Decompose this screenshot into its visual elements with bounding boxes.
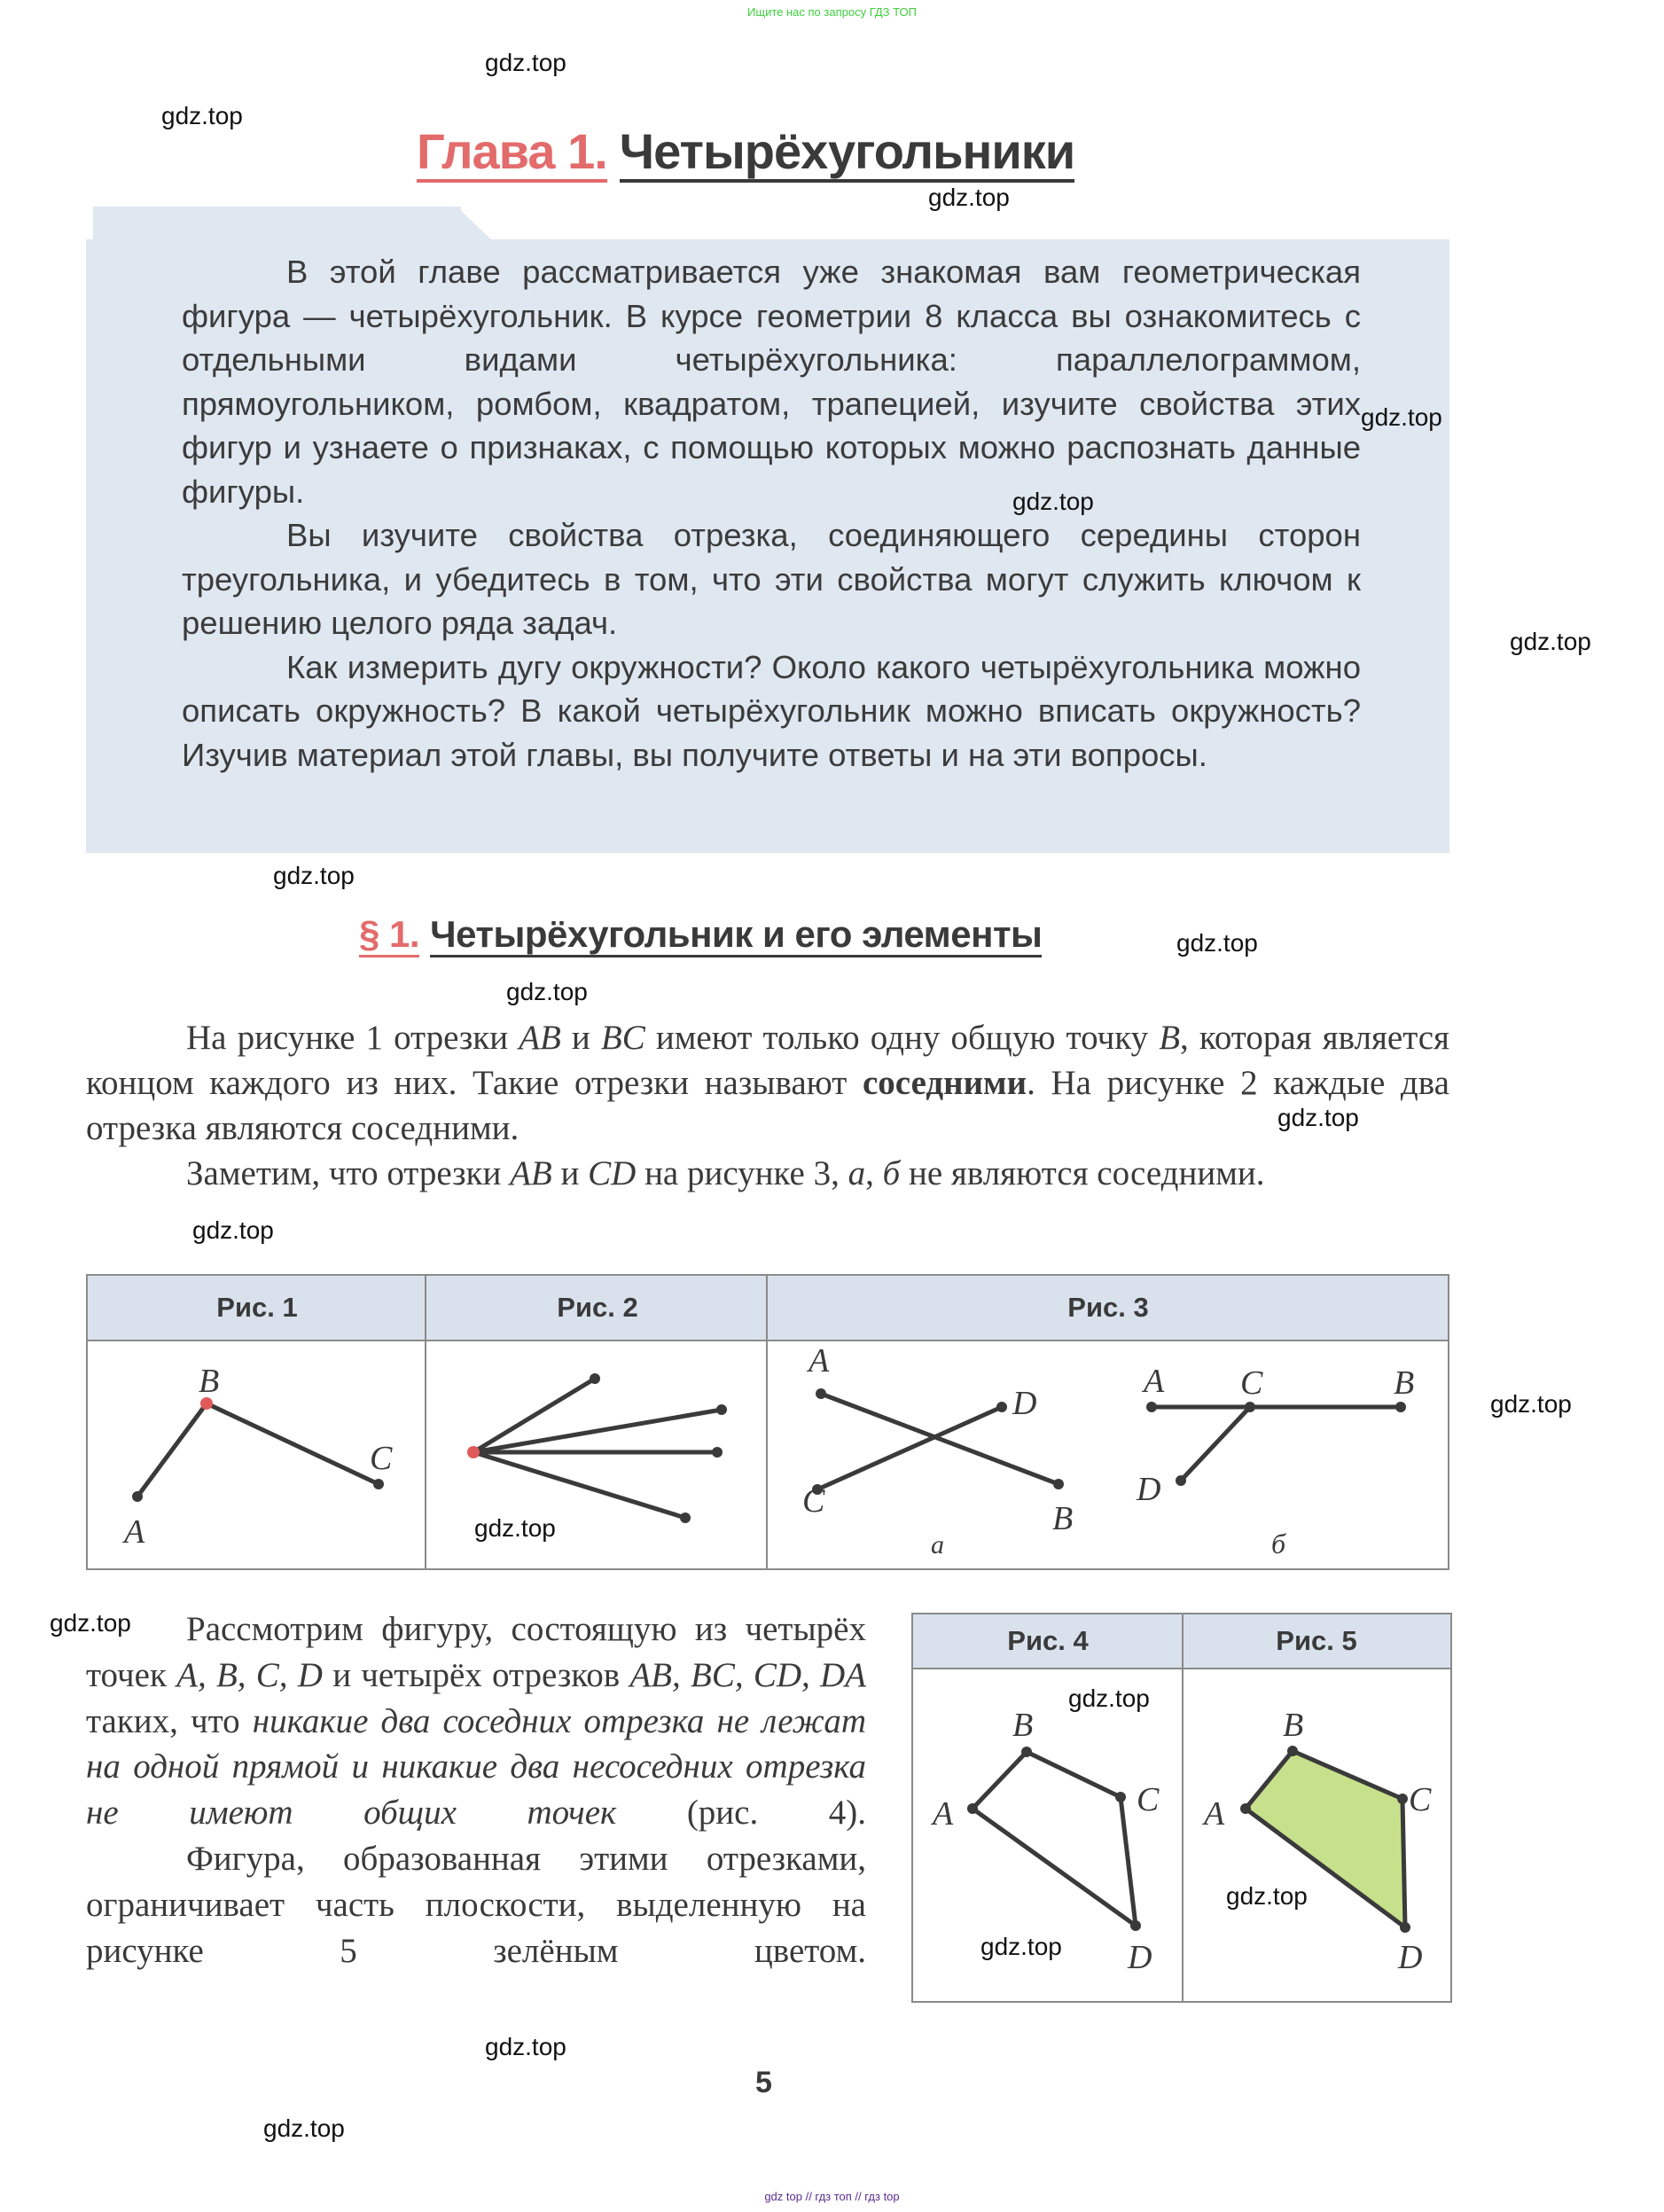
figures-1-3-drawing bbox=[88, 1276, 1448, 1568]
intro-text bbox=[182, 250, 1361, 777]
intro-box-tab-slope bbox=[457, 207, 492, 240]
lower-text bbox=[86, 1606, 866, 1974]
watermark: gdz.top bbox=[1361, 403, 1442, 431]
chapter-name: Четырёхугольники bbox=[620, 123, 1074, 183]
watermark: gdz.top bbox=[928, 184, 1010, 211]
fig3-header: Рис. 3 bbox=[769, 1276, 1448, 1341]
section-number: § 1. bbox=[359, 913, 419, 957]
fig1-label-b: B bbox=[199, 1363, 220, 1400]
body-paragraph-1: На рисунке 1 отрезки AB и BC имеют только одну общую точку B, которая является концом каждого из них. Такие отрезки называют соседними. На рисунке 2 каждые два отрезка являются соседними. bbox=[86, 1019, 1449, 1147]
fig4-label-d: D bbox=[1128, 1939, 1152, 1976]
term-adjacent: соседними bbox=[863, 1064, 1027, 1102]
watermark: gdz.top bbox=[1068, 1684, 1150, 1712]
section-name: Четырёхугольник и его элементы bbox=[430, 913, 1042, 957]
fig4-header: Рис. 4 bbox=[913, 1614, 1183, 1669]
body-paragraph-2: Заметим, что отрезки AB и CD на рисунке 3, а, б не являются соседними. bbox=[186, 1154, 1265, 1192]
fig3a-label-a: A bbox=[809, 1342, 830, 1380]
fig3b-label-a: A bbox=[1144, 1363, 1165, 1400]
watermark: gdz.top bbox=[161, 102, 243, 129]
intro-paragraph: Вы изучите свойства отрезка, соединяющего середины сторон треугольника, и убедитесь в том, что эти свойства могут служить ключом к решению целого ряда задач. bbox=[182, 517, 1361, 641]
fig3a-label-d: D bbox=[1012, 1385, 1037, 1422]
fig5-label-c: C bbox=[1409, 1781, 1432, 1818]
watermark: gdz.top bbox=[273, 862, 355, 889]
fig3a-label-c: C bbox=[802, 1482, 825, 1520]
fig5-header: Рис. 5 bbox=[1183, 1614, 1450, 1669]
fig3b-label-c: C bbox=[1240, 1364, 1263, 1402]
watermark: gdz.top bbox=[1176, 929, 1258, 957]
watermark: gdz.top bbox=[485, 49, 566, 76]
watermark: gdz.top bbox=[50, 1609, 131, 1637]
fig3b-label-b: B bbox=[1394, 1364, 1415, 1402]
fig3b-caption: б bbox=[1271, 1528, 1286, 1559]
fig4-label-b: B bbox=[1012, 1707, 1034, 1744]
watermark: gdz.top bbox=[474, 1514, 556, 1542]
watermark: gdz.top bbox=[1226, 1882, 1308, 1910]
intro-paragraph: Как измерить дугу окружности? Около какого четырёхугольника можно описать окружность? В какой четырёхугольник можно вписать окружность? Изучив материал этой главы, вы получите ответы и на эти вопросы. bbox=[182, 648, 1361, 773]
fig5-label-d: D bbox=[1398, 1939, 1423, 1976]
fig3a-label-b: B bbox=[1052, 1500, 1074, 1537]
watermark: gdz.top bbox=[1490, 1390, 1572, 1418]
fig1-header: Рис. 1 bbox=[88, 1276, 426, 1341]
watermark: gdz.top bbox=[263, 2114, 345, 2142]
watermark: gdz.top bbox=[1012, 488, 1094, 515]
body-text bbox=[86, 1015, 1449, 1196]
lower-paragraph-2: Фигура, образованная этими отрезками, ограничивает часть плоскости, выделенную на рисунке 5 зелёным цветом. bbox=[86, 1839, 866, 1970]
fig4-label-c: C bbox=[1137, 1781, 1160, 1818]
page-number: 5 bbox=[755, 2066, 772, 2099]
watermark: gdz.top bbox=[506, 978, 588, 1005]
intro-box-tab bbox=[93, 207, 461, 242]
fig4-label-a: A bbox=[933, 1795, 954, 1833]
fig3b-label-d: D bbox=[1137, 1471, 1161, 1508]
watermark: gdz.top bbox=[980, 1933, 1062, 1960]
fig3a-caption: а bbox=[931, 1530, 944, 1559]
chapter-title bbox=[417, 122, 1074, 180]
top-banner: Ищите нас по запросу ГДЗ ТОП bbox=[747, 5, 917, 19]
watermark: gdz.top bbox=[1277, 1104, 1359, 1131]
lower-paragraph-1: Рассмотрим фигуру, состоящую из четырёх точек A, B, C, D и четырёх отрезков AB, BC, CD, DA таких, что никакие два соседних отрезка не лежат на одной прямой и никакие два несоседних отрезка не имеют общих точек (рис. 4). bbox=[86, 1610, 866, 1833]
intro-paragraph: В этой главе рассматривается уже знакомая вам геометрическая фигура — четырёхугольник. В курсе геометрии 8 класса вы ознакомитесь с отдельными видами четырёхугольника: параллелограммом, прямоугольником, ромбом, квадратом, трапецией, изучите свойства этих фигур и узнаете о признаках, с помощью которых можно распознать данные фигуры. bbox=[182, 254, 1361, 510]
watermark: gdz.top bbox=[192, 1216, 274, 1244]
watermark: gdz.top bbox=[1510, 628, 1591, 655]
definition-italic: никакие два соседних отрезка не лежат на одной прямой и никакие два несоседних отрезка не имеют общих точек bbox=[86, 1701, 866, 1833]
footer-links: gdz top // гдз топ // гдз top bbox=[764, 2190, 900, 2203]
fig5-label-b: B bbox=[1283, 1707, 1304, 1744]
fig1-label-a: A bbox=[124, 1513, 145, 1551]
fig5-label-a: A bbox=[1204, 1795, 1225, 1833]
section-title bbox=[359, 913, 1042, 956]
figures-table-1-3 bbox=[86, 1274, 1449, 1570]
fig1-label-c: C bbox=[370, 1440, 393, 1477]
fig2-header: Рис. 2 bbox=[426, 1276, 769, 1341]
watermark: gdz.top bbox=[485, 2033, 566, 2060]
chapter-number: Глава 1. bbox=[417, 123, 607, 183]
